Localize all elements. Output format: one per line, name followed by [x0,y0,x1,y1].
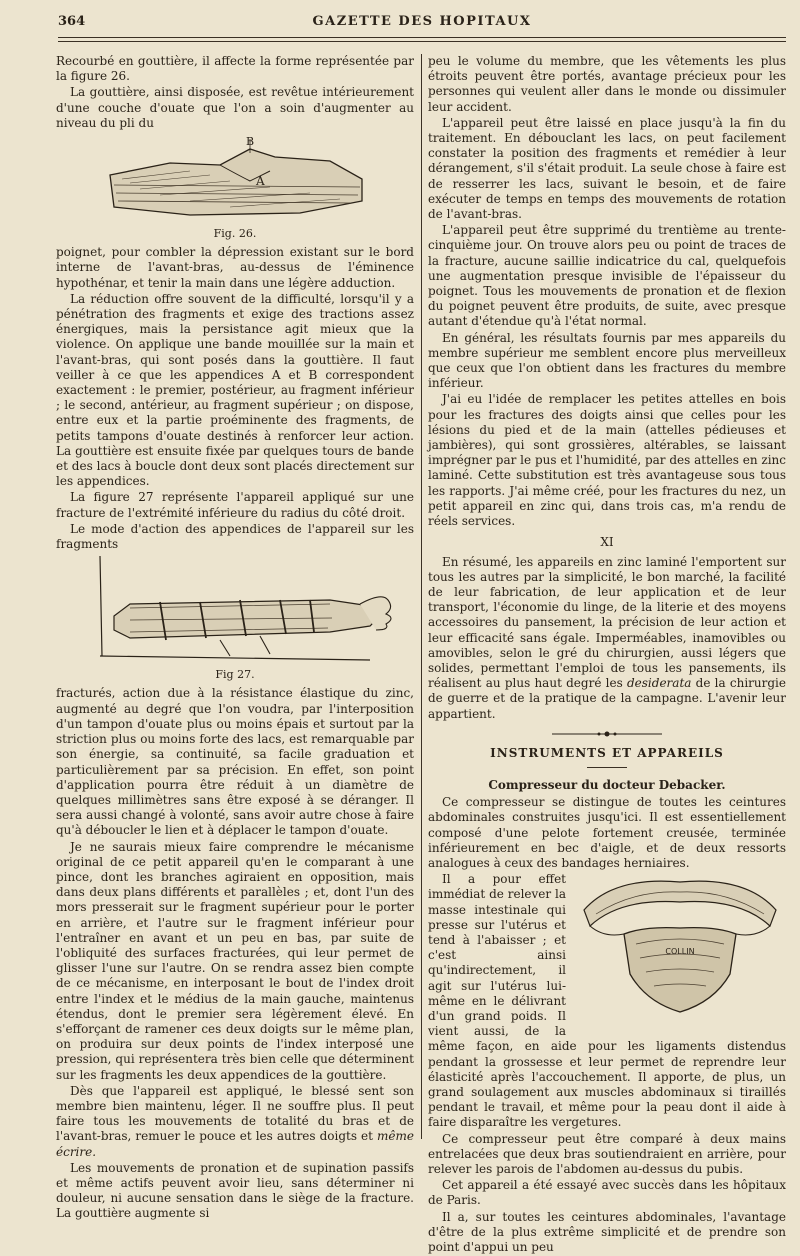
figure-26-caption: Fig. 26. [213,227,257,241]
paragraph: L'appareil peut être laissé en place jusqu'à la fin du traitement. En débouclant les lacs, on peut facilement constater la position des fragments et remédier à leur dérangement, s'il s'était produit. La seule chose à faire est de resserrer les lacs, suivant le besoin, et de faire exécuter de temps en temps des mouvements de rotation de l'avant-bras. [428,115,786,222]
figure-compressor [574,874,786,1024]
page-header [58,14,786,34]
right-column [428,54,786,1256]
article-heading: Compresseur du docteur Debacker. [488,777,726,792]
fig26-label-b: B [246,135,255,149]
paragraph: Recourbé en gouttière, il affecte la forme représentée par la figure 26. [56,54,414,84]
paragraph: Il a pour effet immédiat de relever la masse intestinale qui presse sur l'utérus et tend à l'abaisser ; et c'est ainsi qu'indirectement, il agit sur l'utérus lui-même en le délivrant d'un grand poids. Il vient aussi, de la même façon, en aide pour les ligaments distendus pendant la grossesse et leur permet de reprendre leur élasticité après l'accouchement. Il apporte, de plus, un grand soulagement aux muscles abdominaux si tiraillés pendant le travail, et même pour la peau dont il aide à faire disparaître les vergetures. [428,872,786,1130]
paragraph: La figure 27 représente l'appareil appliqué sur une fracture de l'extrémité inférieure du radius du côté droit. [56,490,414,520]
paragraph: Cet appareil a été essayé avec succès dans les hôpitaux de Paris. [428,1178,786,1208]
splint-gutter-illustration [100,135,370,223]
ornamental-rule [552,730,662,738]
header-rule-bottom [58,41,786,42]
paragraph: En général, les résultats fournis par mes appareils du membre supérieur me semblent encore plus merveilleux que ceux que l'on obtient dans les fractures du membre inférieur. [428,330,786,391]
column-divider [421,54,422,1139]
paragraph: La gouttière, ainsi disposée, est revêtue intérieurement d'une couche d'ouate que l'on a soin d'augmenter au niveau du pli du [56,85,414,130]
paragraph: fracturés, action due à la résistance élastique du zinc, augmenté au degré que l'on voudra, par l'interposition d'un tampon d'ouate plus ou moins épais et surtout par la striction plus ou moins forte des lacs, est remarquable par son énergie, sa continuité, sa facile graduation et particulièrement par sa précision. En effet, son point d'application pourra être réduit à un diamètre de quelques millimètres sans être exposé à se déranger. Il sera aussi changé à volonté, sans avoir autre chose à faire qu'à déboucler le lien et à déplacer le tampon d'ouate. [56,686,414,838]
paragraph: Ce compresseur peut être comparé à deux mains entrelacées que deux bras soutiendraient en arrière, pour relever les parois de l'abdomen au-dessus du pubis. [428,1131,786,1177]
paragraph: Le mode d'action des appendices de l'appareil sur les fragments [56,521,414,552]
paragraph: Dès que l'appareil est appliqué, le blessé sent son membre bien maintenu, léger. Il ne souffre plus. Il peut faire tous les mouvements de totalité du bras et de l'avant-bras, remuer le pouce et les autres doigts et même écrire. [56,1083,414,1159]
paragraph: L'appareil peut être supprimé du trentième au trente-cinquième jour. On trouve alors peu ou point de traces de la fracture, aucune saillie indicatrice du cal, quelquefois une augmentation presque invisible de l'épaisseur du poignet. Tous les mouvements de pronation et de flexion du poignet peuvent être produits, de suite, avec presque autant d'étendue qu'à l'état normal. [428,223,786,329]
page-number: 364 [58,14,86,29]
paragraph: peu le volume du membre, que les vêtements les plus étroits peuvent être portés, avantage précieux pour les personnes qui veulent aller dans le monde ou dissimuler leur accident. [428,54,786,114]
paragraph: Je ne saurais mieux faire comprendre le mécanisme original de ce petit appareil qu'en le comparant à une pince, dont les branches agiraient en opposition, mais dans deux plans différents et parallèles ; et, dont l'un des mors presserait sur le fragment supérieur pour le porter en arrière, et l'autre sur le fragment inférieur pour l'entraîner en avant et un peu en bas, par suite de l'obliquité des surfaces fracturées, qui leur permet de glisser l'une sur l'autre. On se rendra assez bien compte de ce mécanisme, en interposant le bout de l'index droit entre l'index et le médius de la main gauche, maintenus étendus, dont le premier sera légèrement élevé. En s'efforçant de ramener ces deux doigts sur le même plan, on produira sur deux points de l'index interposé une pression, qui représentera très bien celle que déterminent sur les fragments les deux appendices de la gouttière. [56,839,414,1082]
header-rule-top [58,37,786,38]
fig-label-collin: COLLIN [665,947,695,957]
applied-splint-illustration [70,556,400,664]
compressor-belt-illustration [574,874,786,1020]
figure-27 [56,556,414,664]
paragraph: Ce compresseur se distingue de toutes les ceintures abdominales construites jusqu'ici. Il est essentiellement composé d'une pelote fortement creusée, terminée inférieurement en bec d'aigle, et de deux ressorts analogues à ceux des bandages herniaires. [428,795,786,870]
left-column [56,54,414,1223]
section-number: XI [600,535,614,550]
paragraph: J'ai eu l'idée de remplacer les petites attelles en bois pour les fractures des doigts ainsi que celles pour les lésions du pied et de la main (attelles pédieuses et jambières), qui sont grossières, altérables, se laissant imprégner par le pus et l'humidité, par des attelles en zinc laminé. Cette substitution est très avantageuse sous tous les rapports. J'ai même créé, pour les fractures du nez, un petit appareil en zinc qui, dans trois cas, m'a rendu de réels services. [428,392,786,529]
section-heading: INSTRUMENTS ET APPAREILS [490,745,724,760]
paragraph: En résumé, les appareils en zinc laminé l'emportent sur tous les autres par la simplicité, le bon marché, la facilité de leur fabrication, de leur application et de leur transport, l'économie du linge, de la literie et des moyens accessoires du pansement, la précision de leur action et leur efficacité sans égale. Imperméables, inamovibles ou amovibles, selon le gré du chirurgien, aussi légers que solides, permettant l'emploi de tous les pansements, ils réalisent au plus haut degré les desiderata de la chirurgie de guerre et de la pratique de la campagne. L'avenir leur appartient. [428,554,786,721]
paragraph: Les mouvements de pronation et de supination passifs et même actifs peuvent avoir lieu, sans déterminer ni douleur, ni aucune sensation dans le siège de la fracture. La gouttière augmente si [56,1160,414,1221]
paragraph: Il a, sur toutes les ceintures abdominales, l'avantage d'être de la plus extrême simplicité et de prendre son point d'appui un peu [428,1209,786,1255]
paragraph: poignet, pour combler la dépression existant sur le bord interne de l'avant-bras, au-dessus de l'éminence hypothénar, et tenir la main dans une légère adduction. [56,245,414,290]
figure-26 [56,135,414,223]
fig26-label-a: A [256,174,265,189]
heading-rule [587,767,627,768]
paragraph: La réduction offre souvent de la difficulté, lorsqu'il y a pénétration des fragments et exige des tractions assez énergiques, mais la persistance agit mieux que la violence. On applique une bande mouillée sur la main et l'avant-bras, qui sont posés dans la gouttière. Il faut veiller à ce que les appendices A et B correspondent exactement : le premier, postérieur, au fragment inférieur ; le second, antérieur, au fragment supérieur ; on dispose, entre eux et la partie proéminente des fragments, de petits tampons d'ouate destinés à renforcer leur action. La gouttière est ensuite fixée par quelques tours de bande et des lacs à boucle dont deux sont placés directement sur les appendices. [56,291,414,489]
figure-27-caption: Fig 27. [215,668,255,682]
page-title: GAZETTE DES HOPITAUX [312,14,532,29]
